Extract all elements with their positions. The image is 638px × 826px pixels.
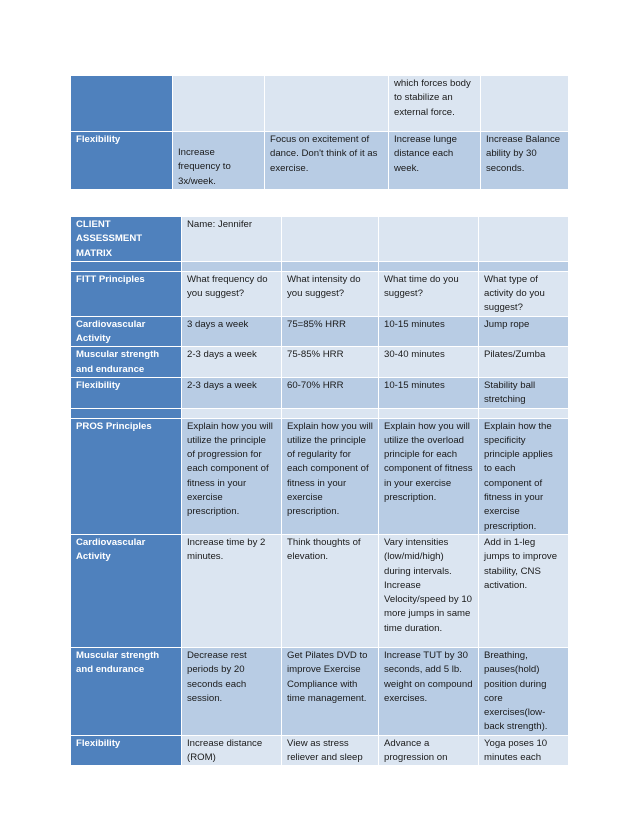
table-cell: Increase lunge distance each week. [389, 132, 481, 190]
table-cell: Increase distance (ROM) [182, 735, 282, 766]
table-row [71, 76, 569, 132]
question-intensity: What intensity do you suggest? [282, 271, 379, 316]
table-cell: Jump rope [479, 316, 569, 347]
table-cell: 75=85% HRR [282, 316, 379, 347]
table-cell [282, 217, 379, 262]
table-cell: 60-70% HRR [282, 377, 379, 408]
table-cell: Stability ball stretching [479, 377, 569, 408]
table-cell: Add in 1-leg jumps to improve stability, CNS activation. [479, 534, 569, 647]
table-cell: Increase TUT by 30 seconds, add 5 lb. weight on compound exercises. [379, 647, 479, 735]
row-label: PROS Principles [71, 418, 182, 534]
table-cell: Yoga poses 10 minutes each [479, 735, 569, 766]
table-cell: Increase Balance ability by 30 seconds. [481, 132, 569, 190]
table-cell: Decrease rest periods by 20 seconds each session. [182, 647, 282, 735]
table-cell: Vary intensities (low/mid/high) during intervals. Increase Velocity/speed by 10 more jumps in same time duration. [379, 534, 479, 647]
table-cell: 75-85% HRR [282, 347, 379, 378]
table-row [71, 534, 569, 647]
table-row [71, 347, 569, 378]
fitt-header-row [71, 271, 569, 316]
table-cell: Get Pilates DVD to improve Exercise Compliance with time management. [282, 647, 379, 735]
table-cell: 30-40 minutes [379, 347, 479, 378]
table-row [71, 132, 569, 190]
table-cell [479, 217, 569, 262]
table-cell: 2-3 days a week [182, 377, 282, 408]
table-cell: 2-3 days a week [182, 347, 282, 378]
question-regularity: Explain how you will utilize the principle of regularity for each component of fitness in your exercise prescription. [282, 418, 379, 534]
question-progression: Explain how you will utilize the principle of progression for each component of fitness in your exercise prescription. [182, 418, 282, 534]
client-name: Name: Jennifer [182, 217, 282, 262]
table-cell: 3 days a week [182, 316, 282, 347]
client-assessment-matrix [70, 216, 569, 766]
question-specificity: Explain how the specificity principle applies to each component of fitness in your exercise prescription. [479, 418, 569, 534]
table-cell: View as stress reliever and sleep [282, 735, 379, 766]
table-row [71, 735, 569, 766]
spacer-row [71, 408, 569, 418]
question-type: What type of activity do you suggest? [479, 271, 569, 316]
question-frequency: What frequency do you suggest? [182, 271, 282, 316]
continued-table [70, 75, 569, 190]
question-time: What time do you suggest? [379, 271, 479, 316]
pros-header-row [71, 418, 569, 534]
row-label: Flexibility [71, 735, 182, 766]
table-cell [265, 76, 389, 132]
table-row [71, 316, 569, 347]
row-label: Muscular strength and endurance [71, 347, 182, 378]
row-label: Flexibility [71, 377, 182, 408]
table-cell: Advance a progression on [379, 735, 479, 766]
matrix-title: CLIENT ASSESSMENT MATRIX [71, 217, 182, 262]
table-cell [379, 217, 479, 262]
table-cell [481, 76, 569, 132]
row-label: Muscular strength and endurance [71, 647, 182, 735]
table-cell [71, 76, 173, 132]
question-overload: Explain how you will utilize the overload principle for each component of fitness in your exercise prescription. [379, 418, 479, 534]
table-cell: Increase frequency to 3x/week. [173, 132, 265, 190]
spacer-row [71, 261, 569, 271]
table-cell: Pilates/Zumba [479, 347, 569, 378]
table-cell: Breathing, pauses(hold) position during core exercises(low-back strength). [479, 647, 569, 735]
table-row [71, 377, 569, 408]
table-cell: Focus on excitement of dance. Don't think of it as exercise. [265, 132, 389, 190]
row-label: FITT Principles [71, 271, 182, 316]
row-label: Cardiovascular Activity [71, 534, 182, 647]
table-row [71, 217, 569, 262]
table-cell: Think thoughts of elevation. [282, 534, 379, 647]
table-cell [173, 76, 265, 132]
row-label: Cardiovascular Activity [71, 316, 182, 347]
table-cell: 10-15 minutes [379, 377, 479, 408]
table-row [71, 647, 569, 735]
table-cell: which forces body to stabilize an external force. [389, 76, 481, 132]
table-cell: Increase time by 2 minutes. [182, 534, 282, 647]
row-label: Flexibility [71, 132, 173, 190]
table-cell: 10-15 minutes [379, 316, 479, 347]
